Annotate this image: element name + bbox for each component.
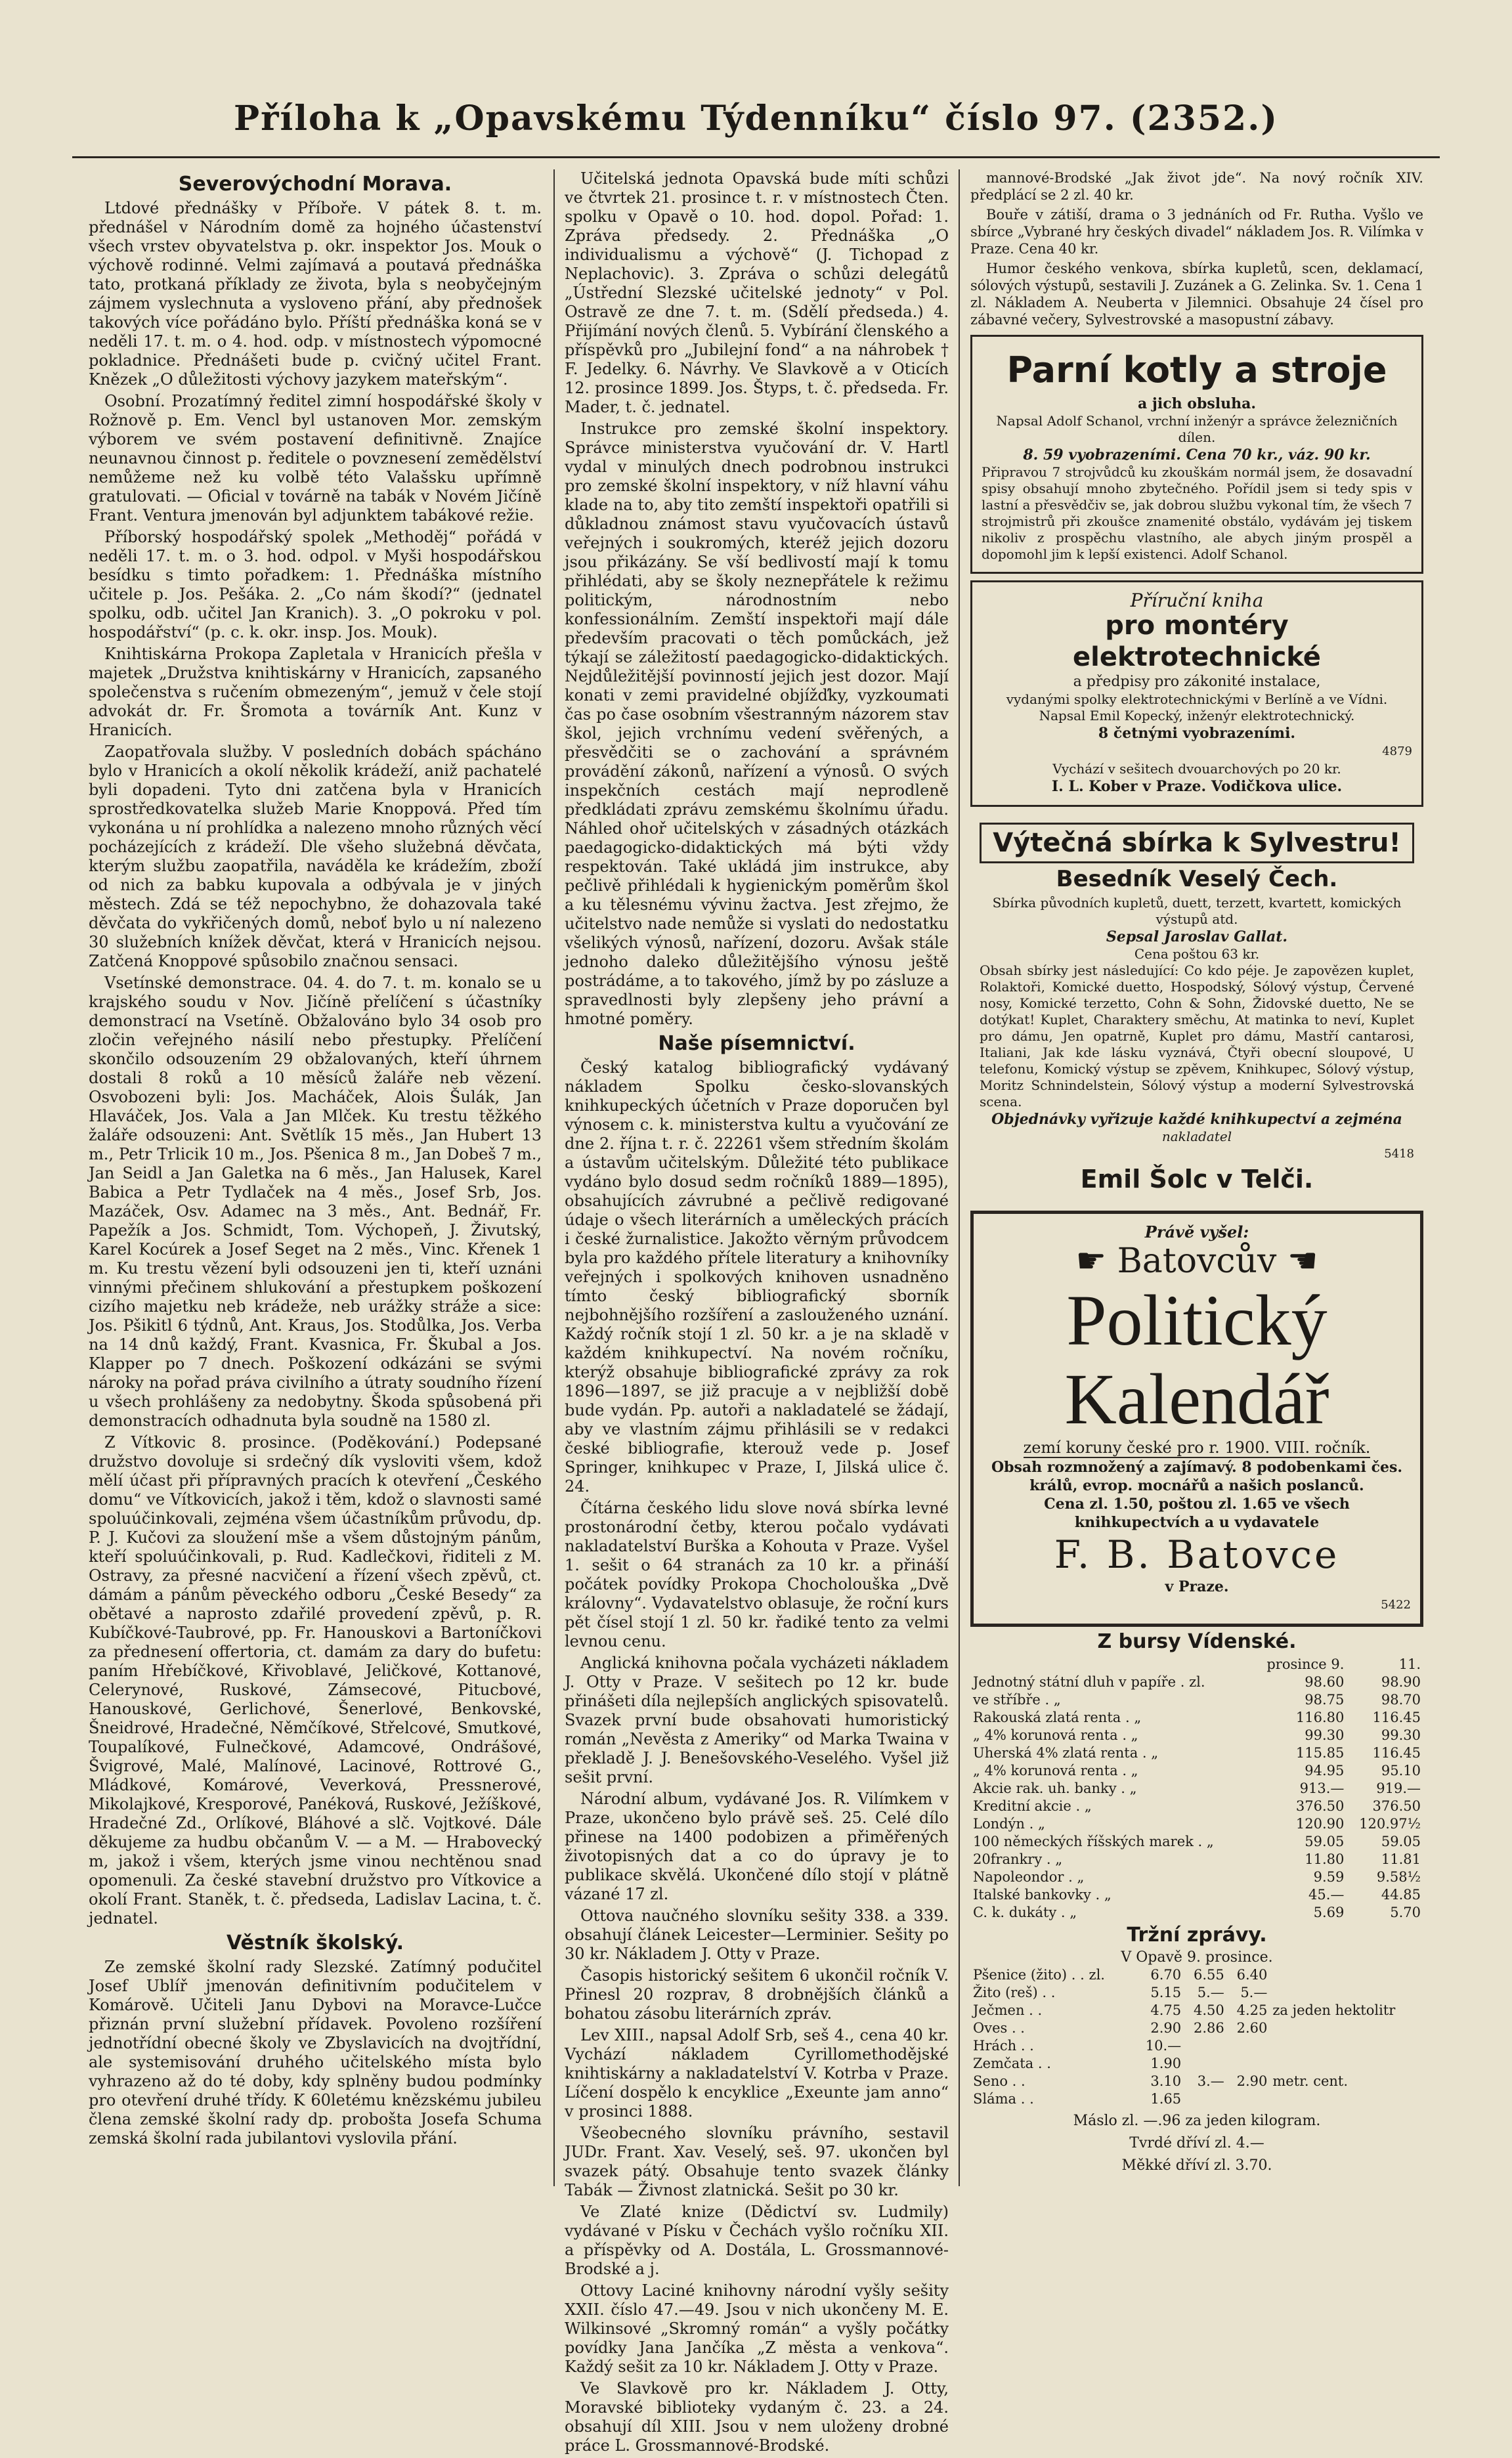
article-paragraph: Ottovy Laciné knihovny národní vyšly sešity XXII. číslo 47.—49. Jsou v nich ukončeny M. E. Wilkinsové „Skromný román“ a vyšly počátky povídky Jana Jančíka „Z města a venkova“. Každý sešit za 10 kr. Nákladem J. Otty v Praze. [565, 2281, 949, 2376]
row-value: 120.90 [1295, 1816, 1345, 1832]
row-value [1227, 2037, 1270, 2055]
ad-name-text: Batovcův [1117, 1241, 1277, 1281]
table-row [970, 1744, 1423, 1762]
table-row [970, 1868, 1423, 1886]
ad-text: Připravou 7 strojvůdců ku zkouškám normál jsem, že dosavadní spisy obsahují mnoho zbytečného. Pořídil jsem si tedy spis v lastní a přesvědčiv se, jak dobrou službu vykonal tím, že všech 7 strojmistrů při zkoušce znamenité obstálo, vydávám jej tiskem nikoliv z prospěchu vlastního, ale abych jiným prospěl a dopomohl jim k lepší existenci. Adolf Schanol. [982, 464, 1412, 562]
row-label: 100 německých říšských marek . „ [973, 1834, 1214, 1849]
header-rule [72, 156, 1440, 158]
ad-price: Cena zl. 1.50, poštou zl. 1.65 ve všech knihkupectvích a u vydavatele [1044, 1496, 1350, 1531]
row-value: 2.60 [1236, 2020, 1268, 2036]
ad-number: 5422 [1381, 1598, 1411, 1612]
advertisement-kalendar [970, 1211, 1423, 1627]
article-paragraph: Humor českého venkova, sbírka kupletů, scen, deklamací, sólových výstupů, sestavili J. Zuzánek a G. Zelinka. Sv. 1. Cena 1 zl. Nákladem A. Neuberta v Jilemnici. Obsahuje 24 čísel pro zábavné večery, Sylvestrovské a masopustní zábavy. [970, 261, 1423, 328]
row-value: 120.97½ [1359, 1816, 1421, 1832]
row-value: 98.90 [1381, 1674, 1421, 1690]
row-value: 98.75 [1305, 1692, 1345, 1708]
table-row [970, 1709, 1423, 1727]
row-label: Uherská 4% zlatá renta . „ [973, 1745, 1159, 1761]
row-value: 59.05 [1381, 1834, 1421, 1849]
table-row [970, 1780, 1423, 1798]
ad-issue: Vychází v sešitech dvouarchových po 20 kr. [1052, 761, 1341, 777]
ad-big-title-1: Politický [1066, 1280, 1328, 1360]
row-label: Seno . . [973, 2073, 1026, 2089]
row-label: Akcie rak. uh. banky . „ [973, 1780, 1137, 1796]
row-value: 98.70 [1381, 1692, 1421, 1708]
column-separator [959, 169, 960, 2186]
article-paragraph: Všeobecného slovníku právního, sestavil JUDr. Frant. Xav. Veselý, seš. 97. ukončen byl svazek pátý. Obsahuje tento svazek články Tabák — Živnost zlatnická. Sešit po 30 kr. [565, 2124, 949, 2199]
ad-price: Cena poštou 63 kr. [1134, 946, 1260, 962]
article-paragraph: Zaopatřovala služby. V posledních dobách spácháno bylo v Hranicích a okolí několik krádeží, aniž pachatelé byli dopadeni. Tyto dni zatčena byla v Hranicích sprostředkovatelka služeb Marie Knoppová. Před tím vykonána u ní prohlídka a nalezeno mnoho různých věcí pocházejících z krádeží. Dle všeho služebná děvčata, kterým službu zaopatřila, naváděla ke krádežím, zboží od nich za babku kupovala a odbývala je v jiných městech. Zdá se též nepochybno, že dohazovala také děvčata do vykřičených domů, neboť bylo u ní nalezeno 30 služebních knížek děvčat, která v Hranicích nejsou. Zatčená Knoppové spůsobilo značnou sensaci. [89, 743, 542, 970]
row-value: 919.— [1376, 1780, 1421, 1796]
unit-label: metr. cent. [1272, 2073, 1349, 2089]
row-label: C. k. dukáty . „ [973, 1905, 1077, 1920]
article-paragraph: Anglická knihovna počala vycházeti nákladem J. Otty v Praze. V sešitech po 12 kr. bude přinášeti díla nejlepších anglických spisovatelů. Svazek první bude obsahovati humoristický román „Nevěsta z Ameriky“ od Marka Twaina v překladě J. J. Benešovského-Veselého. Vyšel již sešit první. [565, 1654, 949, 1786]
row-value: 1.65 [1150, 2091, 1182, 2107]
table-row [970, 1904, 1423, 1922]
article-paragraph: Vsetínské demonstrace. 04. 4. do 7. t. m. konalo se u krajského soudu v Nov. Jičíně přelíčení s účastníky demonstrací na Vsetíně. Obžalováno bylo 34 osob pro zločin veřejného násilí nebo přestupky. Přelíčení skončilo odsouzením 29 obžalovaných, kteří úhrnem dostali 8 roků a 10 měsíců žaláře neb vězení. Osvobozeni byli: Jos. Macháček, Alois Šulák, Jan Hlaváček, Jos. Vala a Jan Mlček. Ku trestu těžkého žaláře odsouzeni: Ant. Světlík 15 měs., Jan Hubert 13 m., Petr Trlicik 10 m., Jos. Pšenica 8 m., Jan Dobeš 7 m., Jan Seidl a Jan Galetka na 6 měs., Jan Halusek, Karel Babica a Petr Tydlaček na 4 měs., Josef Srb, Jos. Mazáček, Osv. Adamec na 3 měs., Ant. Bednář, Fr. Papežík a Jos. Schmidt, Tom. Výchopeň, J. Živutský, Karel Kocúrek a Josef Seget na 2 měs., Vinc. Křenek 1 m. Ku trestu vězení byli odsouzeni jen ti, kteří uznáni vinnými přečinem shlukování a přestupkem poškození cizího majetku neb krádeže, neb urážky stráže a sice: Jos. Pšikitl 6 týdnů, Ant. Kraus, Jos. Stodůlka, Jos. Verba na 14 dnů každý, Frant. Kvasnica, Fr. Škubal a Jos. Klapper po 7 dnech. Poškození odkázáni se svými nároky na pořad práva civilního a útraty soudního řízení u všech prohlášeny za nedobytny. Škoda spůsobená při demonstracích odhadnuta byla soudně na 1580 zl. [89, 974, 542, 1430]
ad-author: Napsal Adolf Schanol, vrchní inženýr a správce železničních dílen. [996, 413, 1398, 445]
ad-publisher-label: nakladatel [1161, 1129, 1232, 1144]
table-row [970, 1673, 1423, 1691]
row-value: 5.69 [1313, 1905, 1345, 1920]
stock-table [970, 1656, 1423, 1922]
row-value: 11.80 [1305, 1851, 1345, 1867]
table-row [970, 1815, 1423, 1833]
column-3 [970, 169, 1423, 2175]
row-value: 4.50 [1193, 2002, 1224, 2018]
article-paragraph: Ve Slavkově pro kr. Nákladem J. Otty, Moravské biblioteky vydaným č. 23. a 24. obsahují díl XIII. Jsou v nem uloženy drobné práce L. Grossmannové-Brodské. [565, 2379, 949, 2455]
ad-subtitle: a předpisy pro zákonité instalace, [1073, 674, 1321, 690]
row-value: 116.45 [1372, 1745, 1421, 1761]
row-value [1184, 2055, 1227, 2073]
row-value: 376.50 [1295, 1798, 1345, 1814]
row-value: 4.75 [1150, 2002, 1182, 2018]
article-paragraph: Čítárna českého lidu slove nová sbírka levné prostonárodní četby, kterou počalo vydávati nakladatelství Burška a Kohouta v Praze. Vyšel 1. sešit o 64 stranách za 10 kr. a přináší počátek povídky Prokopa Chocholouška „Dvě královny“. Vydavatelstvo oblasuje, že roční kurs pět čísel stojí 1 zl. 50 kr. řadiké tento za velmi levnou cenu. [565, 1499, 949, 1650]
row-value: 5.15 [1150, 1985, 1182, 2000]
row-value: 376.50 [1372, 1798, 1421, 1814]
row-label: Zemčata . . [973, 2056, 1051, 2071]
row-value: 9.58½ [1376, 1869, 1421, 1885]
row-label: Napoleondor . „ [973, 1869, 1085, 1885]
table-row [970, 1966, 1423, 1984]
ad-author: Sepsal Jaroslav Gallat. [1106, 928, 1288, 945]
article-paragraph: Ve Zlaté knize (Dědictví sv. Ludmily) vydávané v Písku v Čechách vyšlo ročníku XII. a příspěvky od A. Dostála, L. Grossmannové-Brodské a j. [565, 2203, 949, 2278]
market-table [970, 1966, 1423, 2108]
table-row [970, 1691, 1423, 1709]
table-header [970, 1656, 1423, 1673]
ad-price: 8. 59 vyobrazeními. Cena 70 kr., váz. 90 kr. [1023, 446, 1371, 464]
market-footnote: Máslo zl. —.96 za jeden kilogram. [1073, 2113, 1321, 2129]
row-value: 3.— [1197, 2073, 1224, 2089]
ad-subtitle: a jich obsluha. [1138, 395, 1256, 412]
row-value: 913.— [1299, 1780, 1345, 1796]
row-value: 99.30 [1305, 1727, 1345, 1743]
table-row [970, 1851, 1423, 1868]
row-label: Jednotný státní dluh v papíře . zl. [973, 1674, 1205, 1690]
ad-big-title-2: Kalendář [1064, 1359, 1329, 1439]
advertisement-parni-kotly [970, 335, 1423, 574]
row-value: 95.10 [1381, 1763, 1421, 1779]
section-heading: Naše písemnictví. [658, 1032, 855, 1055]
ad-top: Příruční kniha [1130, 590, 1264, 611]
ad-name: ☛ Batovcův ☚ [1075, 1241, 1318, 1281]
row-value: 6.70 [1150, 1967, 1182, 1983]
row-value: 94.95 [1305, 1763, 1345, 1779]
ad-contents: Obsah sbírky jest následující: Co kdo péje. Je zapovězen kuplet, Rolaktoři, Komické duetto, Hospodský, Sólový výstup, Červené nosy, Komické terzetto, Cohn & Sohn, Židovské duetto, Ne se dotýkat! Kuplet, Charaktery směchu, At matinka to neví, Kuplet pro dámu, Jen opatrně, Kuplet pro dámu, Mastří cantarosi, Italiani, Jak kde lásku vyznává, Čtyři obecní sloupové, U telefonu, Komický výstup se zpěvem, Knihkupec, Sólový výstup, Moritz Schnindelstein, Sólový výstup a moderní Sylvestrovská scena. [980, 962, 1414, 1110]
article-paragraph: Z Vítkovic 8. prosince. (Poděkování.) Podepsané družstvo dovoluje si srdečný dík vysloviti všem, kdož mělí účast při přípravných pracích k otevření „Českého domu“ ve Vítkovicích, jakož i těm, kdož o slavnosti samé spoluúčinkovali, zejména všem účastníkům průvodu, dp. P. J. Kučovi za sloužení mše a všem důstojným pánům, kteří spoluúčinkovali, p. Rud. Kadlečkovi, řiditeli z M. Ostravy, za přesné nacvičení a řízení všech zpěvů, ct. dámám a pánům pěveckého odboru „České Besedy“ za obětavé a naprosto zdařilé provedení zpěvů, p. R. Kubíčkové-Taubrové, pp. Fr. Hanouskovi a Bartoníčkovi za přednesení offertoria, ct. damám za dary do bufetu: paním Hřebíčkové, Křivoblavé, Jeličkové, Kottanové, Celerynové, Ruskové, Zámsecové, Pitucbové, Hanouskové, Gerlichové, Šenerlové, Benkovské, Šneidrové, Hradečné, Němčíkové, Střelcové, Smutkové, Toupalíkové, Fulnečkové, Adamcové, Ondrášové, Švigrové, Malé, Malínové, Lacinové, Rottrové G., Mládkové, Komárové, Veverková, Pressnerové, Mikolajkové, Kresporové, Panéková, Ruskové, Ježíškové, Hradečné Zd., Orlíkové, Bláhové a slč. Vojtkové. Dále děkujeme za hudbu občanům V. — a M. — Hrabovecký m, jakož i všem, kterých jsme vinou nechtěnou snad opomenuli. Za české stavební družstvo pro Vítkovice a okolí Frant. Staněk, t. č. předseda, Ladislav Lacina, t. č. jednatel. [89, 1433, 542, 1928]
row-value: 2.86 [1193, 2020, 1224, 2036]
article-paragraph: Bouře v zátiší, drama o 3 jednáních od Fr. Rutha. Vyšlo ve sbírce „Vybrané hry českých divadel“ nákladem Jos. R. Vilímka v Praze. Cena 40 kr. [970, 207, 1423, 257]
ad-title: pro montéry elektrotechnické [1073, 611, 1321, 672]
row-value [1184, 2090, 1227, 2108]
ad-publisher: F. B. Batovce [1054, 1532, 1340, 1577]
article-paragraph: Učitelská jednota Opavská bude míti schůzi ve čtvrtek 21. prosince t. r. v místnostech Čten. spolku v Opavě o 10. hod. dopol. Pořad: 1. Zpráva předsedy. 2. Přednáška „O individualismu a výchově“ (J. Tichopad z Neplachovic). 3. Zpráva o schůzi delegátů „Ústřední Slezské učitelské jednoty“ v Pol. Ostravě ze dne 7. t. m. (Sdělí předseda.) 4. Přijímání nových členů. 5. Vybírání členského a příspěvků pro „Jubilejní fond“ a na náhrobek † F. Jedelky. 6. Návrhy. Ve Slavkově a v Oticích 12. prosince 1899. Jos. Štyps, t. č. předseda. Fr. Mader, t. č. jednatel. [565, 169, 949, 416]
table-row [970, 1727, 1423, 1744]
article-paragraph: Ze zemské školní rady Slezské. Zatímný podučitel Josef Ublíř jmenován definitivním podučitelem v Komárově. Učiteli Janu Dybovi na Moravce-Lučce přiznán první služební přídavek. Povoleno rozšíření jednotřídní obecné školy ve Zbyslavicích na dvojtřídní, ale systemisování druhého učitelského místa bylo vyhrazeno až do té doby, kdy splněny budou podmínky pro otevření druhé třídy. K 60letému knězskému jubileu člena zemské školní rady dp. probošta Josefa Schuma zemská školní rada jubilantovi vyslovila přání. [89, 1958, 542, 2147]
column-1 [89, 169, 542, 2151]
row-value: 10.— [1145, 2038, 1182, 2054]
row-value: 1.90 [1150, 2056, 1182, 2071]
row-value: 5.70 [1390, 1905, 1421, 1920]
header-cell: 11. [1398, 1656, 1421, 1672]
article-paragraph: Lev XIII., napsal Adolf Srb, seš 4., cena 40 kr. Vychází nákladem Cyrillomethodějské knihtiskárny a nakladatelství V. Kotrba v Praze. Líčení dospělo k encyklice „Exeunte jam anno“ v prosinci 1888. [565, 2026, 949, 2121]
page-header-title: Příloha k „Opavskému Týdenníku“ číslo 97. (2352.) [234, 98, 1278, 139]
row-label: Kreditní akcie . „ [973, 1798, 1092, 1814]
row-label: 20frankry . „ [973, 1851, 1063, 1867]
market-date: V Opavě 9. prosince. [1121, 1949, 1273, 1966]
row-label: „ 4% korunová renta . „ [973, 1763, 1138, 1779]
article-paragraph: Časopis historický sešitem 6 ukončil ročník V. Přinesl 20 rozprav, 8 drobnějších článků a bohatou zásobu literárních zpráv. [565, 1966, 949, 2023]
table-row [970, 1798, 1423, 1815]
row-value: 115.85 [1295, 1745, 1345, 1761]
row-value: 6.55 [1193, 1967, 1224, 1983]
row-value: 5.— [1197, 1985, 1224, 2000]
ad-number: 5418 [1384, 1147, 1414, 1161]
row-value: 6.40 [1236, 1967, 1268, 1983]
ad-contents: Obsah rozmnožený a zajímavý. 8 podobenkami čes. králů, evrop. mocnářů a našich poslanců. [991, 1459, 1403, 1494]
row-value: 116.80 [1295, 1710, 1345, 1725]
row-value: 5.— [1240, 1985, 1268, 2000]
ad-subtitle: Besedník Veselý Čech. [1056, 866, 1338, 892]
row-label: Italské bankovky . „ [973, 1887, 1112, 1903]
article-paragraph: Osobní. Prozatímný ředitel zimní hospodářské školy v Rožnově p. Em. Vencl byl ustanoven Mor. zemským výborem ve svém postavení definitivně. Znajíce neunavnou činnost p. ředitele o povznesení zemědělství nemůžeme než ku volbě této Valašsku upřímně gratulovati. — Oficial v továrně na tabák v Novém Jičíně Frant. Ventura jmenován byl adjunktem tabákové režie. [89, 392, 542, 525]
row-value: 2.90 [1236, 2073, 1268, 2089]
market-footnote: Tvrdé dříví zl. 4.— [1129, 2135, 1264, 2151]
row-label: ve stříbře . „ [973, 1692, 1061, 1708]
ad-number: 4879 [1382, 744, 1412, 758]
section-heading: Z bursy Vídenské. [1097, 1630, 1297, 1653]
row-value: 11.81 [1381, 1851, 1421, 1867]
advertisement-sylvestr [970, 813, 1423, 1204]
table-row [970, 2055, 1423, 2073]
row-label: Žito (reš) . . [973, 1985, 1056, 2000]
row-label: Oves . . [973, 2020, 1025, 2036]
ad-title: Výtečná sbírka k Sylvestru! [980, 823, 1414, 863]
header-cell: prosince 9. [1266, 1656, 1345, 1672]
article-paragraph: Národní album, vydávané Jos. R. Vilímkem v Praze, ukončeno bylo právě seš. 25. Celé dílo přinese na 1400 podobizen a přiměřených životopisných dat a co do úpravy je to publikace skvělá. Ukončené dílo stojí v plátně vázané 17 zl. [565, 1790, 949, 1903]
row-value: 98.60 [1305, 1674, 1345, 1690]
row-label: Londýn . „ [973, 1816, 1045, 1832]
column-2 [565, 169, 949, 2458]
ad-publisher: Emil Šolc v Telči. [1080, 1165, 1314, 1194]
row-value: 59.05 [1305, 1834, 1345, 1849]
ad-description: Sbírka původních kupletů, duett, terzett, kvartett, komických výstupů atd. [992, 895, 1402, 927]
row-value: 45.— [1308, 1887, 1345, 1903]
article-paragraph: Knihtiskárna Prokopa Zapletala v Hranicích přešla v majetek „Družstva knihtiskárny v Hranicích, zapsaného společenstva s ručením obmezeným“, jemuž v čele stojí advokát dr. Fr. Šromota a továrník Ant. Kunz v Hranicích. [89, 645, 542, 739]
article-paragraph: Ltdové přednášky v Příboře. V pátek 8. t. m. přednášel v Národním domě za hojného účastenství všech vrstev obyvatelstva p. okr. inspektor Jos. Mouk o výchově rodinné. Velmi zajímavá a poutavá přednáška tato, protkaná příklady ze života, byla s neobyčejným zájmem vyslechnuta a vysloveno přání, aby přednošek takových více pořádáno bylo. Příští přednáška koná se v neděli 17. t. m. o 4. hod. odp. v místnostech výpomocné pokladnice. Přednášeti bude p. cvičný učitel Frant. Knězek „O důležitosti výchovy jazykem mateřským“. [89, 199, 542, 389]
row-value [1184, 2037, 1227, 2055]
ad-illustrations: 8 četnými vyobrazeními. [1098, 725, 1296, 742]
market-footnote: Měkké dříví zl. 3.70. [1121, 2157, 1272, 2174]
ad-title: Parní kotly a stroje [1006, 349, 1387, 391]
column-separator [553, 169, 555, 2186]
unit-label: za jeden hektolitr [1272, 2002, 1396, 2018]
table-row [970, 1886, 1423, 1904]
row-label: Rakouská zlatá renta . „ [973, 1710, 1142, 1725]
row-label: „ 4% korunová renta . „ [973, 1727, 1138, 1743]
section-heading: Věstník školský. [226, 1931, 404, 1954]
row-label: Pšenice (žito) . . zl. [973, 1967, 1105, 1983]
section-heading: Severovýchodní Morava. [178, 173, 452, 196]
article-paragraph: mannové-Brodské „Jak život jde“. Na nový ročník XIV. předplácí se 2 zl. 40 kr. [970, 170, 1423, 203]
table-row [970, 1833, 1423, 1851]
ad-top: Právě vyšel: [1144, 1222, 1249, 1241]
row-value: 116.45 [1372, 1710, 1421, 1725]
row-value: 44.85 [1381, 1887, 1421, 1903]
row-value [1227, 2090, 1270, 2108]
row-value: 2.90 [1150, 2020, 1182, 2036]
row-label: Hrách . . [973, 2038, 1034, 2054]
ad-publisher: I. L. Kober v Praze. Vodičkova ulice. [1051, 778, 1343, 795]
row-value: 9.59 [1313, 1869, 1345, 1885]
article-paragraph: Instrukce pro zemské školní inspektory. Správce ministerstva vyučování dr. V. Hartl vydal v minulých dnech podrobnou instrukci pro zemské školní inspektory, v níž hlavní váhu klade na to, aby tito zemští inspektoři opatřili si důkladnou známost stavu vyučovacích ústavů veřejných i soukromých, kteréž jejich dozoru jsou přikázány. Se vší bedlivostí mají k tomu přihlédati, aby se školy neznepřátele k režimu politickým, národnostním nebo konfessionálním. Zemští inspektoři mají dále především pracovati o těch pomůckách, jež týkají se záležitostí paedagogicko-didaktických. Nejdůležitější povinností jejich jest dozor. Mají konati v zemi pravidelné objížďky, vyzkoumati čas po čase osobním všestranným názorem stav škol, jejich vrchnímu vedení svěřených, a přesvědčiti se o zachování a správném provádění zákonů, nařízení a výnosů. O svých inspekčních cestách mají neprodleně předkládati zprávu zemskému školnímu úřadu. Náhled ohoř učitelských v zásadných otázkách paedagogicko-didaktických má býti vždy respektován. Také ukládá jim instrukce, aby pečlivě přihlédali k hygienickým poměrům škol a ku tělesnému vývinu žactva. Jest zřejmo, že učitelstvo nade nemůže si vyslati do nedostatku všelikých výnosů, nařízení, dozoru. Avšak stále jednoho daleko důležitějšího výnosu ještě postrádáme, a to takového, jímž by po zásluze a spravedlnosti byly zlepšeny jeho právní a hmotné poměry. [565, 420, 949, 1028]
row-value: 4.25 [1236, 2002, 1268, 2018]
ad-author: vydanými spolky elektrotechnickými v Berlíně a ve Vídni. Napsal Emil Kopecký, inženýr elektrotechnický. [1006, 691, 1388, 723]
row-label: Ječmen . . [973, 2002, 1043, 2018]
ad-crown: zemí koruny české pro r. 1900. VIII. ročník. [1023, 1438, 1371, 1457]
ad-city: v Praze. [1165, 1578, 1229, 1595]
section-heading: Tržní zprávy. [1127, 1924, 1267, 1947]
row-label: Sláma . . [973, 2091, 1034, 2107]
table-row [970, 1762, 1423, 1780]
row-value: 3.10 [1150, 2073, 1182, 2089]
article-paragraph: Ottova naučného slovníku sešity 338. a 339. obsahují článek Leicester—Lerminier. Sešity po 30 kr. Nákladem J. Otty v Praze. [565, 1907, 949, 1963]
advertisement-montery [970, 580, 1423, 807]
ad-order: Objednávky vyřizuje každé knihkupectví a zejména [991, 1111, 1402, 1128]
row-value: 99.30 [1381, 1727, 1421, 1743]
article-paragraph: Český katalog bibliografický vydávaný nákladem Spolku česko-slovanských knihkupeckých účetních v Praze doporučen byl výnosem c. k. ministerstva kultu a vyučování ze dne 2. října t. r. č. 22261 všem středním školám a ústavům učitelským. Důležité této publikace vydáno bylo dosud sedm ročníků 1889—1895), obsahujících závrubné a pečlivě redigované údaje o všech literárních a uměleckých prácích i české žurnalistice. Jakožto věrným průvodcem byla pro každého přítele literatury a knihovníky veřejných i spolkových knihoven usnadněno tímto český bibliografický sborník nejbohnějšího rozšíření a zaslouženého uznání. Každý ročník stojí 1 zl. 50 kr. a je na skladě v každém knihkupectví. Na novém ročníku, kterýž obsahuje bibliografické zprávy za rok 1896—1897, se již pracuje a v nejbližší době bude vydán. Pp. autoři a nakladatelé se žádají, aby ve vlastním zájmu přihlásili se v redakci české bibliografie, kterouž vede p. Josef Springer, knihkupec v Praze, I, Jilská ulice č. 24. [565, 1058, 949, 1496]
row-value [1227, 2055, 1270, 2073]
article-paragraph: Příborský hospodářský spolek „Methoděj“ pořádá v neděli 17. t. m. o 3. hod. odpol. v Myši hospodářskou besídku s timto pořadkem: 1. Přednáška místního učitele p. Jos. Pešáka. 2. „Co nám škodí?“ (jednatel spolku, odb. učitel Jan Kranich). 3. „O pokroku v pol. hospodářství“ (p. c. k. okr. insp. Jos. Mouk). [89, 528, 542, 641]
